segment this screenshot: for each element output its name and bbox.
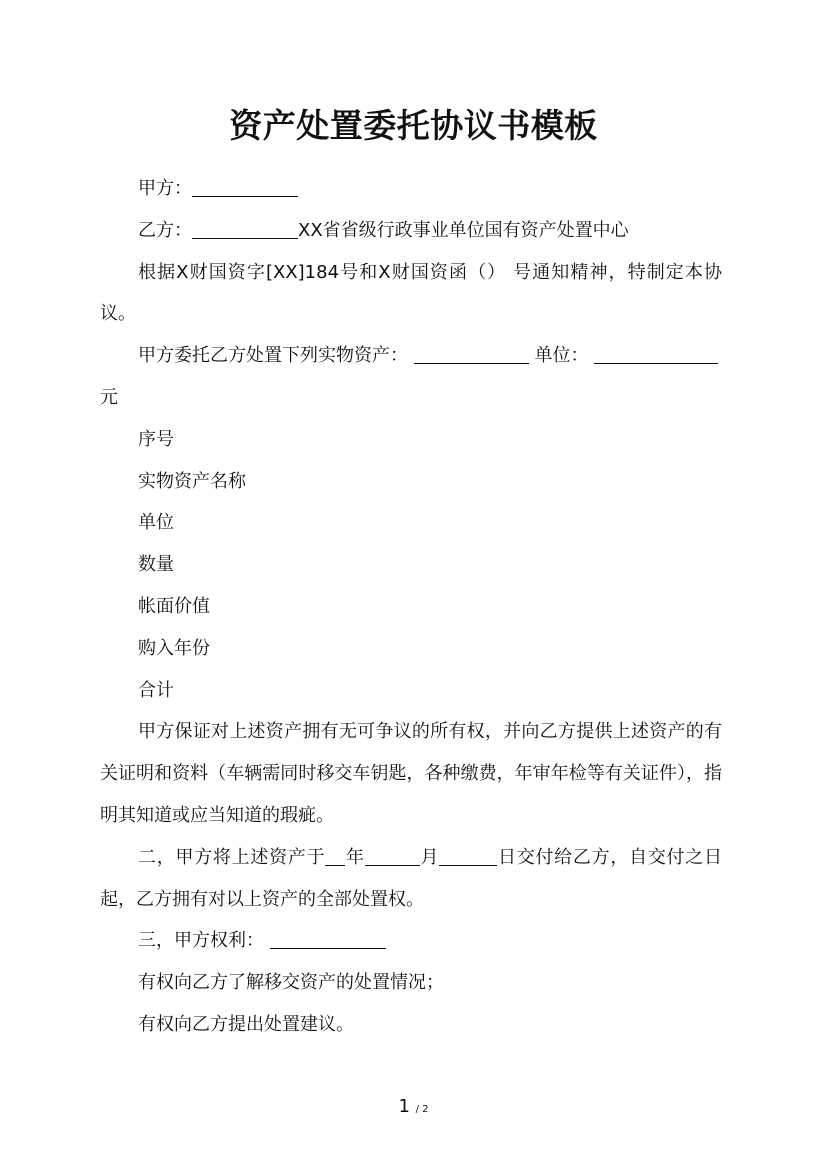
right-item-2: 有权向乙方提出处置建议。: [138, 1013, 354, 1035]
clause-2-paragraph: [100, 837, 722, 921]
table-field-book-value: 帐面价值: [138, 595, 210, 617]
month-blank: [365, 845, 420, 866]
clause-3-line: [100, 920, 722, 962]
table-field-quantity: 数量: [138, 554, 174, 576]
entrust-paragraph: [100, 335, 722, 419]
table-field-total: 合计: [138, 679, 174, 701]
party-b-line: [100, 210, 722, 252]
basis-paragraph: 根据X财国资字[XX]184号和X财国资函（） 号通知精神，特制定本协议。: [100, 261, 722, 325]
party-a-line: [100, 168, 722, 210]
entrust-unit-blank: [594, 343, 700, 364]
month-label: 月: [419, 846, 440, 868]
clause-3-blank: [270, 928, 386, 949]
party-b-value: XX省省级行政事业单位国有资产处置中心: [298, 219, 629, 241]
party-b-label: 乙方：: [138, 219, 192, 241]
clause-3-label: 三，甲方权利：: [138, 930, 264, 952]
table-field-purchase-year: 购入年份: [138, 637, 210, 659]
party-a-blank: [192, 176, 298, 197]
document-body: [100, 168, 722, 1046]
party-a-label: 甲方：: [138, 178, 192, 199]
page-number-total: / 2: [415, 1104, 429, 1115]
clause-2-suffix: 日交付给乙方，自交付之日起，乙方拥有对以上资产的全部处置权。: [100, 846, 723, 910]
entrust-yuan: 元: [100, 386, 118, 408]
clause-2-prefix: 二，甲方将上述资产于: [138, 846, 326, 868]
document-title: 资产处置委托协议书模板: [229, 106, 598, 145]
guarantee-paragraph: 甲方保证对上述资产拥有无可争议的所有权，并向乙方提供上述资产的有关证明和资料（车辆需同时移交车钥匙，各种缴费，年审年检等有关证件），指明其知道或应当知道的瑕疵。: [100, 721, 722, 826]
table-field-asset-name: 实物资产名称: [138, 470, 246, 492]
page-number-current: 1: [398, 1096, 410, 1117]
year-blank: [325, 845, 345, 866]
day-blank: [439, 845, 497, 866]
table-field-serial: 序号: [138, 428, 174, 450]
table-field-unit: 单位: [138, 512, 174, 534]
page-number: [0, 1095, 827, 1122]
entrust-asset-blank: [414, 343, 529, 364]
party-b-blank: [192, 218, 298, 239]
entrust-unit-label: 单位：: [528, 345, 589, 367]
right-item-1: 有权向乙方了解移交资产的处置情况；: [138, 972, 444, 994]
entrust-text: 甲方委托乙方处置下列实物资产：: [138, 345, 408, 367]
year-label: 年: [345, 846, 365, 868]
entrust-yuan-blank: [700, 343, 718, 364]
